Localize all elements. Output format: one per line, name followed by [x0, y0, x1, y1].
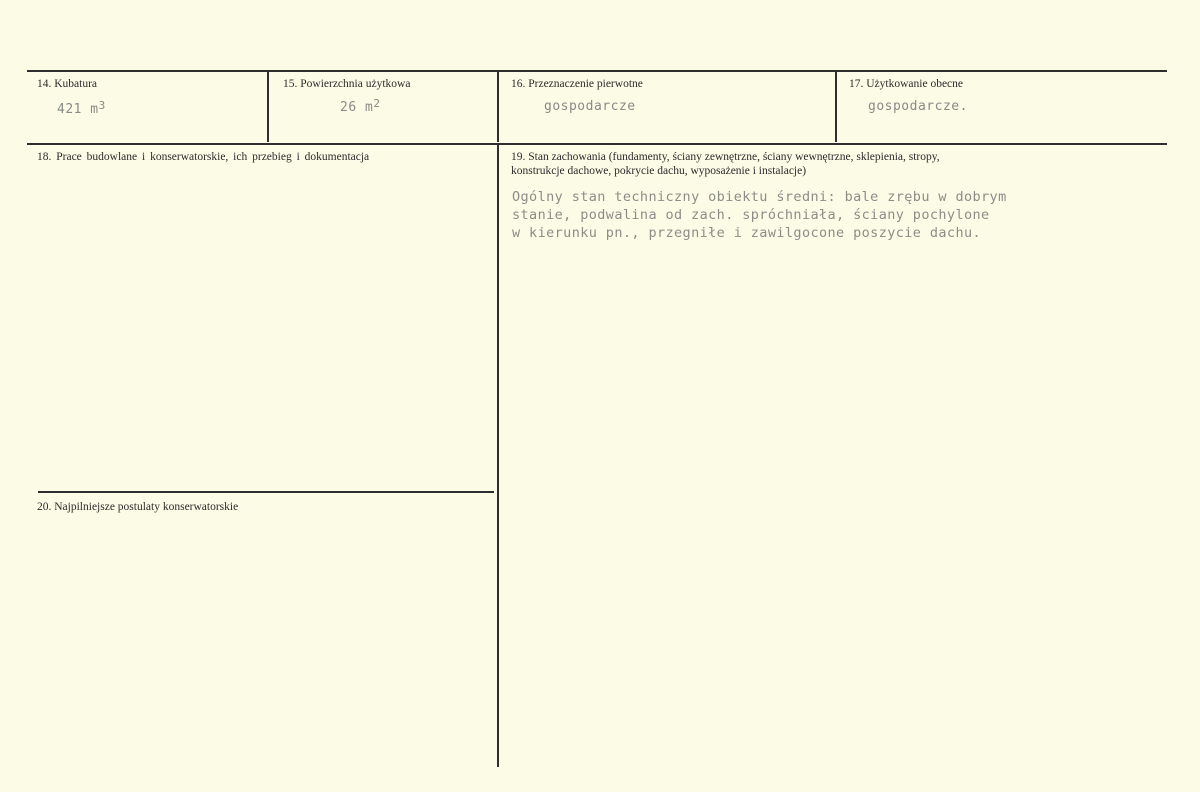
- top-rule: [27, 70, 1167, 72]
- field-15-label: 15. Powierzchnia użytkowa: [283, 78, 411, 90]
- field-17-value: gospodarcze.: [868, 99, 968, 114]
- field-14-value-exponent: 3: [98, 99, 106, 112]
- field-19-text-line3: w kierunku pn., przegniłe i zawilgocone poszycie dachu.: [512, 225, 982, 241]
- main-col-divider: [497, 145, 499, 767]
- field-15-value-exponent: 2: [373, 97, 381, 110]
- field-15-value: [340, 97, 381, 115]
- field-14-label: 14. Kubatura: [37, 78, 98, 90]
- field-14-value-text: 421 m: [57, 102, 99, 117]
- field-19-text-line2: stanie, podwalina od zach. spróchniała, ściany pochylone: [512, 207, 990, 223]
- col-divider-3: [835, 72, 837, 142]
- field-19-label-line1: 19. Stan zachowania (fundamenty, ściany zewnętrzne, ściany wewnętrzne, sklepienia, stropy,: [511, 151, 940, 163]
- field-16-label: 16. Przeznaczenie pierwotne: [511, 78, 643, 90]
- field-19-label-line2: konstrukcje dachowe, pokrycie dachu, wyposażenie i instalacje): [511, 165, 807, 177]
- field-19-text-line1: Ogólny stan techniczny obiektu średni: bale zrębu w dobrym: [512, 189, 1007, 205]
- field-16-value: gospodarcze: [544, 99, 636, 114]
- section-20-rule: [38, 491, 494, 493]
- field-18-label: 18. Prace budowlane i konserwatorskie, ich przebieg i dokumentacja: [37, 151, 370, 163]
- field-15-value-text: 26 m: [340, 100, 374, 115]
- col-divider-2: [497, 72, 499, 142]
- field-14-value: [57, 99, 106, 117]
- col-divider-1: [267, 72, 269, 142]
- field-20-label: 20. Najpilniejsze postulaty konserwatorskie: [37, 501, 239, 513]
- row-divider-rule: [27, 143, 1167, 145]
- field-17-label: 17. Użytkowanie obecne: [849, 78, 964, 90]
